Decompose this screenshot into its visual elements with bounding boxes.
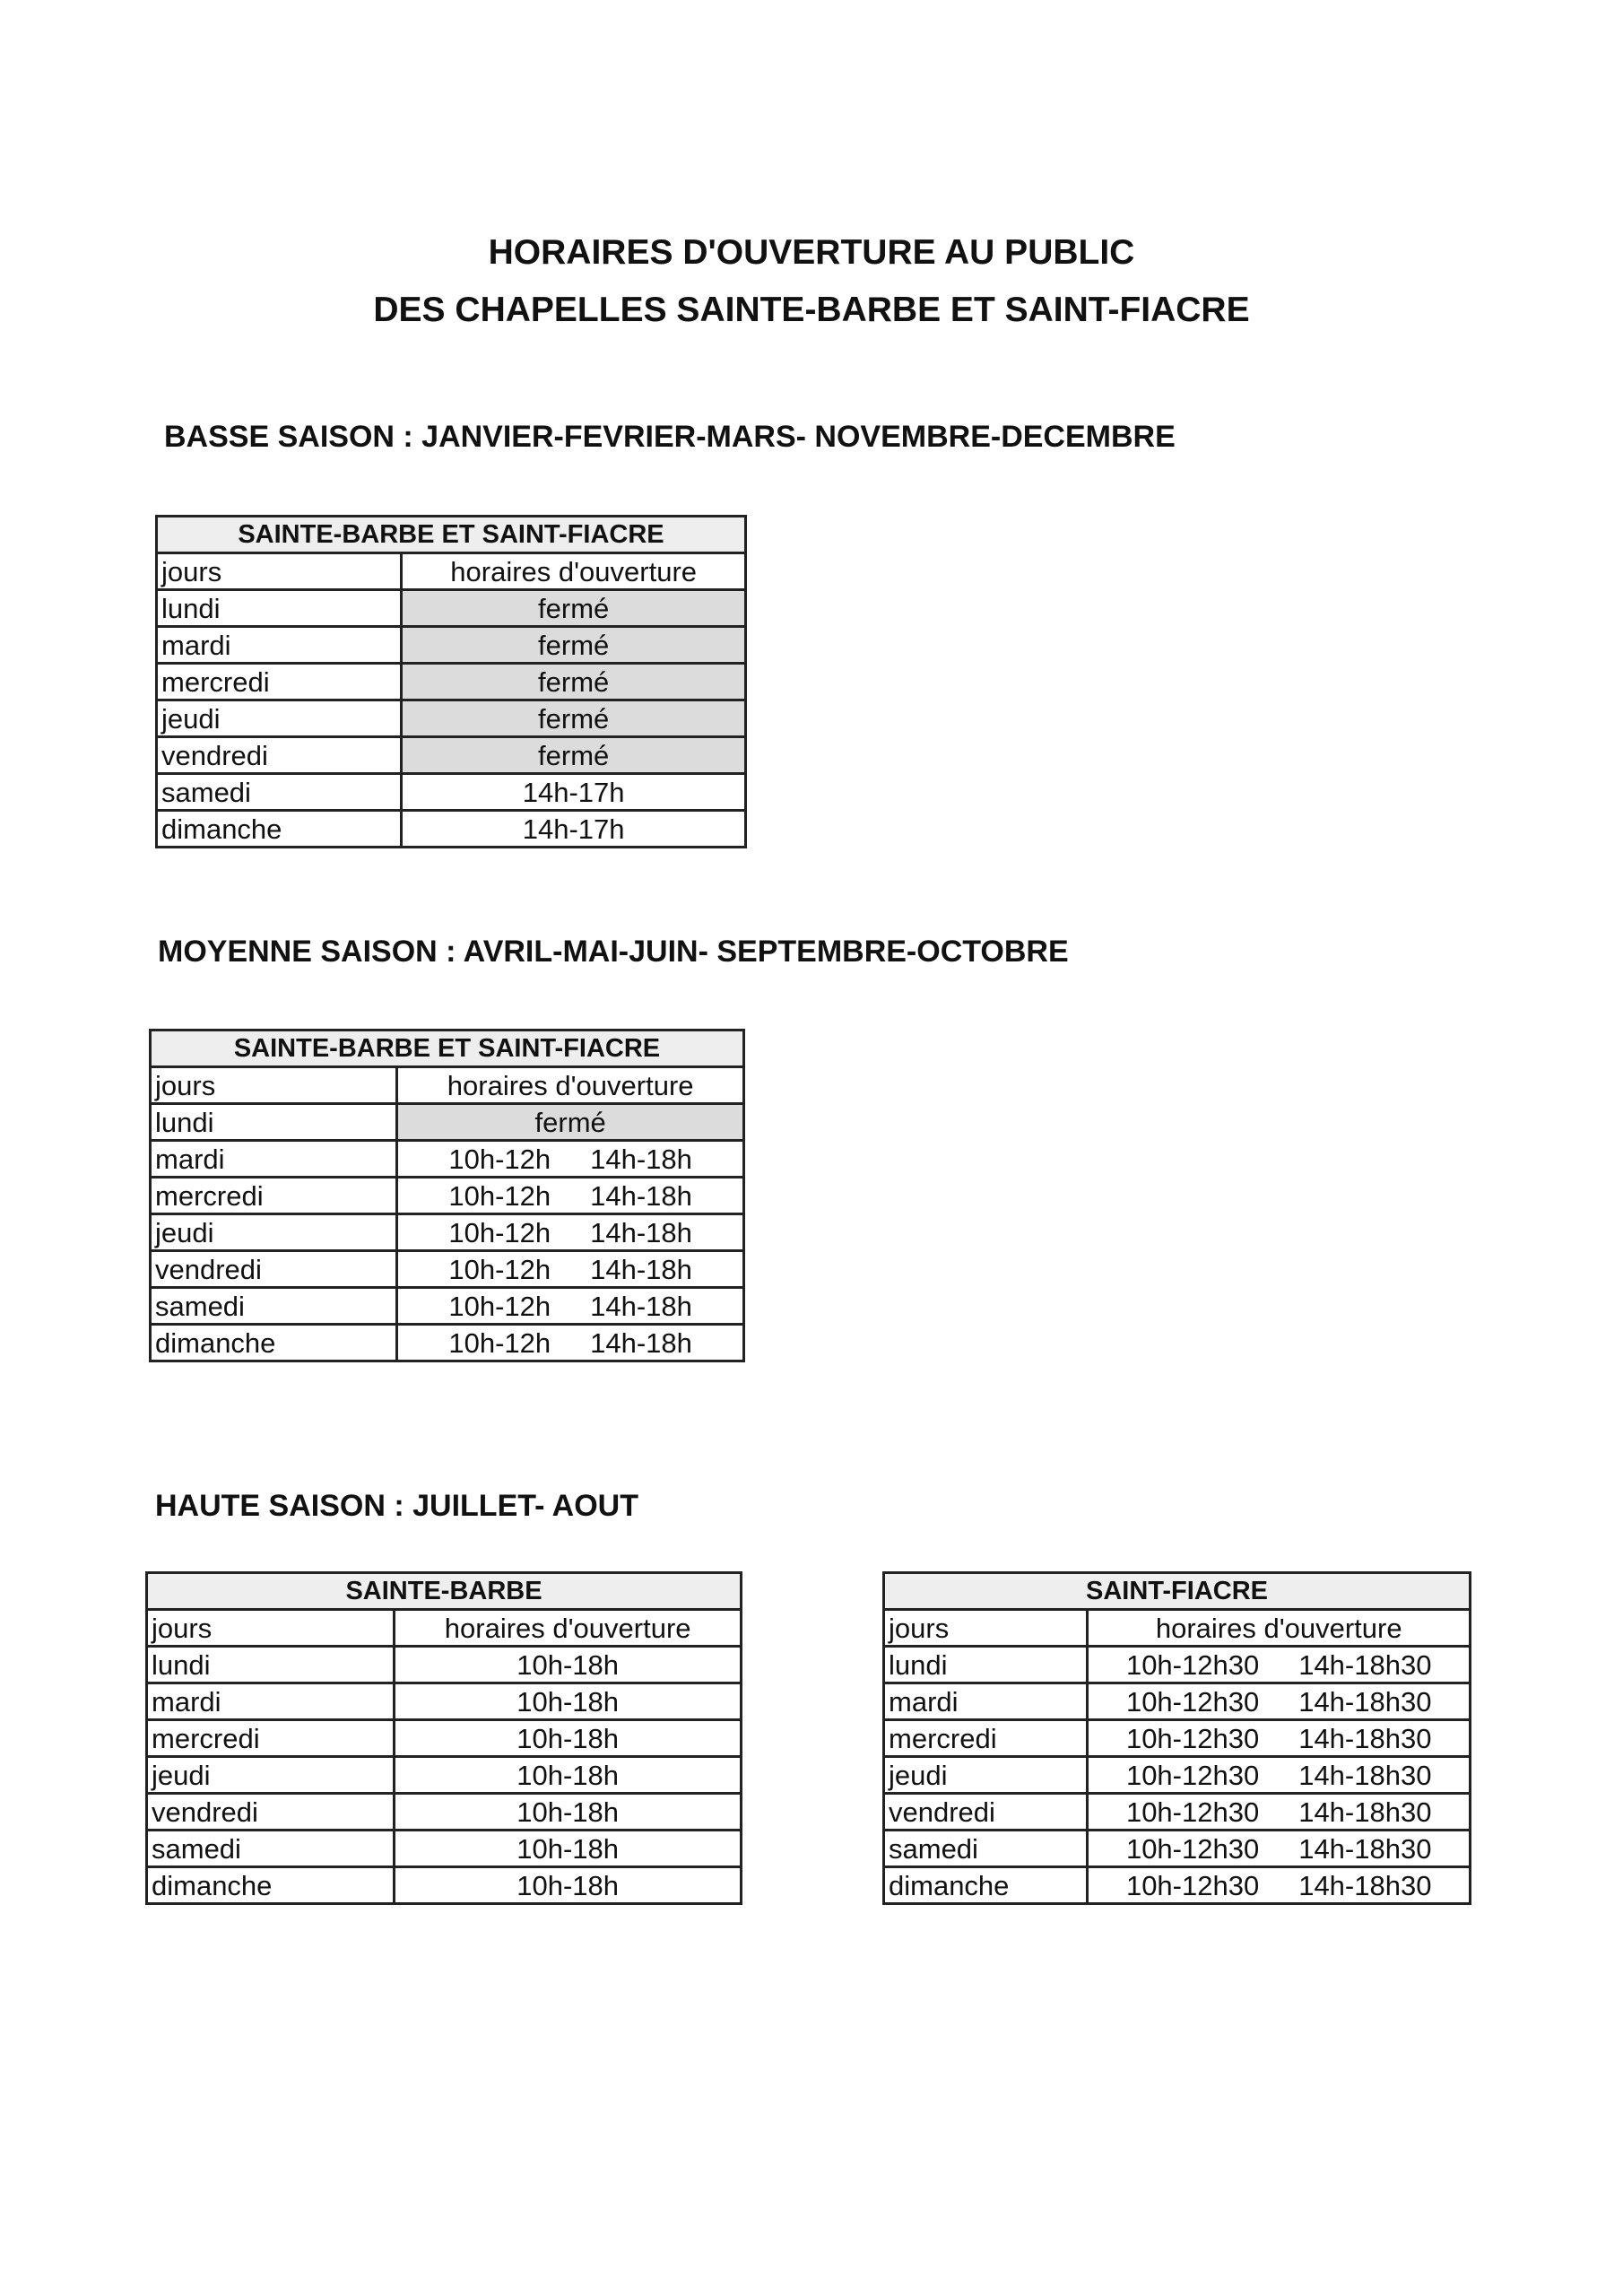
hours-cell	[402, 700, 746, 737]
hours-range: fermé	[538, 592, 610, 624]
hours-range: 10h-12h30	[1125, 1685, 1260, 1718]
hours-cell	[1088, 1683, 1471, 1720]
hours-range: fermé	[538, 702, 610, 735]
day-cell: samedi	[151, 1288, 397, 1325]
document-title-line-2: DES CHAPELLES SAINTE-BARBE ET SAINT-FIACRE	[373, 291, 1250, 329]
day-cell: mercredi	[884, 1720, 1088, 1757]
hours-cell	[395, 1683, 742, 1720]
hours-cell	[1088, 1720, 1471, 1757]
day-cell: mardi	[147, 1683, 395, 1720]
hours-cell	[397, 1214, 744, 1251]
table-header-row	[157, 517, 746, 553]
hours-cell	[1088, 1647, 1471, 1683]
hours-range: fermé	[538, 665, 610, 698]
day-cell: vendredi	[884, 1794, 1088, 1831]
column-header-row	[884, 1610, 1471, 1647]
hours-range: 14h-17h	[522, 813, 625, 845]
hours-range: 14h-18h30	[1298, 1832, 1432, 1865]
table-row	[147, 1867, 742, 1904]
table-row	[884, 1757, 1471, 1794]
column-header-days: jours	[157, 553, 402, 590]
day-cell: mercredi	[157, 664, 402, 700]
table-row	[157, 737, 746, 774]
hours-range: 10h-12h	[448, 1216, 551, 1248]
day-cell: lundi	[151, 1104, 397, 1141]
hours-range: 10h-18h	[516, 1722, 620, 1754]
table-row	[157, 627, 746, 664]
table-row	[151, 1104, 744, 1141]
day-cell: samedi	[147, 1831, 395, 1867]
column-header-hours: horaires d'ouverture	[402, 553, 746, 590]
day-cell: mardi	[884, 1683, 1088, 1720]
hours-cell	[1088, 1757, 1471, 1794]
table-row	[884, 1794, 1471, 1831]
hours-cell	[397, 1141, 744, 1178]
hours-cell	[395, 1647, 742, 1683]
hours-cell	[402, 811, 746, 848]
table-row	[147, 1757, 742, 1794]
hours-range: 14h-18h	[590, 1253, 692, 1285]
day-cell: jeudi	[151, 1214, 397, 1251]
day-cell: dimanche	[147, 1867, 395, 1904]
hours-range: 14h-18h30	[1298, 1869, 1432, 1901]
column-header-row	[157, 553, 746, 590]
mid-season-table	[149, 1029, 745, 1362]
table-row	[151, 1141, 744, 1178]
day-cell: mercredi	[147, 1720, 395, 1757]
hours-range: 10h-12h30	[1125, 1796, 1260, 1828]
hours-range: 10h-12h	[448, 1253, 551, 1285]
hours-range: 10h-12h	[448, 1143, 551, 1175]
hours-range: 14h-18h	[590, 1216, 692, 1248]
hours-range: 14h-17h	[522, 776, 625, 808]
table-row	[147, 1831, 742, 1867]
table-row	[151, 1288, 744, 1325]
day-cell: vendredi	[147, 1794, 395, 1831]
hours-cell	[402, 774, 746, 811]
table-row	[884, 1720, 1471, 1757]
hours-range: 14h-18h30	[1298, 1648, 1432, 1681]
column-header-days: jours	[151, 1067, 397, 1104]
day-cell: dimanche	[151, 1325, 397, 1361]
table-row	[151, 1251, 744, 1288]
mid-season-heading: MOYENNE SAISON : AVRIL-MAI-JUIN- SEPTEMBRE-OCTOBRE	[158, 935, 1069, 969]
hours-range: 10h-12h30	[1125, 1832, 1260, 1865]
day-cell: samedi	[884, 1831, 1088, 1867]
high-season-sainte-barbe-table	[145, 1571, 742, 1905]
column-header-hours: horaires d'ouverture	[1088, 1610, 1471, 1647]
hours-range: fermé	[538, 629, 610, 661]
hours-range: 14h-18h30	[1298, 1796, 1432, 1828]
hours-range: 14h-18h	[590, 1290, 692, 1322]
column-header-days: jours	[884, 1610, 1088, 1647]
hours-range: 10h-12h	[448, 1326, 551, 1359]
hours-cell	[397, 1325, 744, 1361]
table-row	[884, 1683, 1471, 1720]
day-cell: vendredi	[157, 737, 402, 774]
hours-cell	[402, 664, 746, 700]
hours-cell	[1088, 1831, 1471, 1867]
high-season-heading: HAUTE SAISON : JUILLET- AOUT	[155, 1489, 638, 1523]
day-cell: lundi	[147, 1647, 395, 1683]
hours-range: 14h-18h30	[1298, 1759, 1432, 1791]
hours-cell	[395, 1831, 742, 1867]
day-cell: mercredi	[151, 1178, 397, 1214]
table-header: SAINTE-BARBE ET SAINT-FIACRE	[151, 1031, 744, 1067]
table-row	[884, 1867, 1471, 1904]
hours-cell	[397, 1288, 744, 1325]
column-header-row	[147, 1610, 742, 1647]
hours-range: 10h-18h	[516, 1869, 620, 1901]
hours-cell	[402, 590, 746, 627]
low-season-table	[155, 515, 747, 848]
day-cell: mardi	[151, 1141, 397, 1178]
table-header-row	[151, 1031, 744, 1067]
table-header: SAINTE-BARBE ET SAINT-FIACRE	[157, 517, 746, 553]
column-header-hours: horaires d'ouverture	[397, 1067, 744, 1104]
day-cell: dimanche	[884, 1867, 1088, 1904]
table-row	[147, 1683, 742, 1720]
table-header: SAINT-FIACRE	[884, 1573, 1471, 1610]
hours-range: 14h-18h30	[1298, 1722, 1432, 1754]
hours-range: 10h-18h	[516, 1648, 620, 1681]
table-row	[157, 590, 746, 627]
high-season-saint-fiacre-table	[882, 1571, 1471, 1905]
hours-cell	[395, 1867, 742, 1904]
hours-range: 10h-12h30	[1125, 1648, 1260, 1681]
hours-cell	[395, 1794, 742, 1831]
hours-range: 10h-18h	[516, 1796, 620, 1828]
low-season-heading: BASSE SAISON : JANVIER-FEVRIER-MARS- NOVEMBRE-DECEMBRE	[164, 420, 1176, 454]
day-cell: vendredi	[151, 1251, 397, 1288]
hours-range: 10h-12h30	[1125, 1722, 1260, 1754]
table-row	[147, 1647, 742, 1683]
hours-cell	[402, 627, 746, 664]
hours-cell	[402, 737, 746, 774]
day-cell: jeudi	[147, 1757, 395, 1794]
table-row	[147, 1794, 742, 1831]
hours-range: 10h-18h	[516, 1685, 620, 1718]
hours-range: 10h-12h	[448, 1179, 551, 1212]
table-row	[884, 1831, 1471, 1867]
hours-cell	[395, 1757, 742, 1794]
table-row	[157, 664, 746, 700]
hours-range: fermé	[538, 739, 610, 771]
document-title-line-1: HORAIRES D'OUVERTURE AU PUBLIC	[488, 233, 1135, 272]
table-row	[157, 811, 746, 848]
hours-range: 14h-18h	[590, 1179, 692, 1212]
column-header-hours: horaires d'ouverture	[395, 1610, 742, 1647]
table-row	[147, 1720, 742, 1757]
hours-range: 14h-18h	[590, 1143, 692, 1175]
column-header-days: jours	[147, 1610, 395, 1647]
day-cell: jeudi	[884, 1757, 1088, 1794]
hours-range: 10h-12h30	[1125, 1759, 1260, 1791]
table-row	[884, 1647, 1471, 1683]
hours-range: 14h-18h30	[1298, 1685, 1432, 1718]
day-cell: jeudi	[157, 700, 402, 737]
hours-range: 10h-12h	[448, 1290, 551, 1322]
day-cell: dimanche	[157, 811, 402, 848]
table-row	[157, 774, 746, 811]
table-row	[151, 1325, 744, 1361]
hours-range: 10h-18h	[516, 1832, 620, 1865]
hours-cell	[397, 1251, 744, 1288]
hours-cell	[1088, 1794, 1471, 1831]
day-cell: mardi	[157, 627, 402, 664]
hours-cell	[397, 1178, 744, 1214]
hours-cell	[1088, 1867, 1471, 1904]
day-cell: lundi	[157, 590, 402, 627]
day-cell: lundi	[884, 1647, 1088, 1683]
hours-cell	[397, 1104, 744, 1141]
table-row	[157, 700, 746, 737]
hours-range: 14h-18h	[590, 1326, 692, 1359]
hours-range: 10h-12h30	[1125, 1869, 1260, 1901]
table-header-row	[884, 1573, 1471, 1610]
column-header-row	[151, 1067, 744, 1104]
table-header: SAINTE-BARBE	[147, 1573, 742, 1610]
table-row	[151, 1178, 744, 1214]
table-row	[151, 1214, 744, 1251]
day-cell: samedi	[157, 774, 402, 811]
hours-range: 10h-18h	[516, 1759, 620, 1791]
table-header-row	[147, 1573, 742, 1610]
hours-cell	[395, 1720, 742, 1757]
hours-range: fermé	[534, 1106, 606, 1138]
